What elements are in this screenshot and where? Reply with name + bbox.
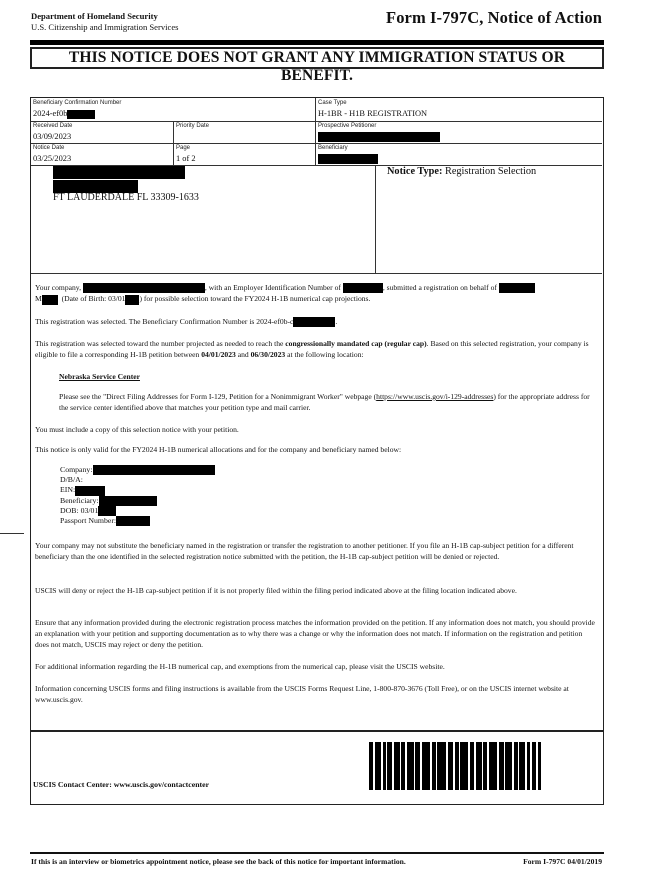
- divider: [31, 121, 602, 122]
- prospective-petitioner-value: [318, 132, 440, 142]
- redaction: [318, 154, 378, 164]
- confirmation-number-label: Beneficiary Confirmation Number: [33, 100, 122, 106]
- footer-note: If this is an interview or biometrics appointment notice, please see the back of this notice for important information.: [31, 857, 406, 866]
- address-line-1: [53, 166, 185, 179]
- beneficiary-label: Beneficiary: [318, 145, 348, 151]
- case-type-label: Case Type: [318, 100, 347, 106]
- notice-date-value: 03/25/2023: [33, 154, 72, 163]
- margin-mark: [0, 533, 24, 534]
- notice-type-label: Notice Type:: [387, 166, 443, 177]
- redaction: [125, 295, 139, 305]
- divider: [31, 273, 602, 274]
- redaction: [75, 486, 105, 496]
- footer-rule: [30, 852, 604, 854]
- form-version: Form I-797C 04/01/2019: [523, 857, 602, 866]
- detail-beneficiary: Beneficiary:: [60, 496, 215, 506]
- agency-header: [31, 11, 179, 33]
- paragraph-selected: This registration was selected. The Beneficiary Confirmation Number is 2024-ef0b-c .: [35, 317, 338, 326]
- redaction: [343, 283, 383, 293]
- received-date-label: Received Date: [33, 123, 73, 129]
- page-value: 1 of 2: [176, 154, 196, 163]
- barcode-icon: [369, 742, 553, 790]
- detail-dob: DOB: 03/01: [60, 506, 215, 516]
- redaction: [98, 506, 116, 516]
- divider: [315, 98, 316, 165]
- status-banner: THIS NOTICE DOES NOT GRANT ANY IMMIGRATION STATUS OR BENEFIT.: [30, 47, 604, 69]
- paragraph-deny-reject: USCIS will deny or reject the H-1B cap-subject petition if it is not properly filed within the filing period indicated above at the filing location indicated above.: [35, 586, 517, 595]
- redaction: [99, 496, 157, 506]
- beneficiary-value: [318, 154, 378, 164]
- address-city-line: FT LAUDERDALE FL 33309-1633: [53, 192, 199, 203]
- redaction: [318, 132, 440, 142]
- paragraph-cap: This registration was selected toward the number projected as needed to reach the congressionally mandated cap (regular cap). Based on this selected registration, your company is eligible to file a corresponding H-1B petition between 04/01/2023 and 06/30/2023 at the following location:: [35, 339, 589, 359]
- department-name: Department of Homeland Security: [31, 11, 158, 21]
- paragraph-include-copy: You must include a copy of this selection notice with your petition.: [35, 425, 239, 434]
- notice-type-value: Registration Selection: [444, 166, 537, 177]
- notice-type: [387, 166, 536, 177]
- contact-box: [30, 731, 604, 805]
- detail-dba: D/B/A:: [60, 475, 83, 485]
- paragraph-registration: Your company, , with an Employer Identification Number of , submitted a registration on behalf of M (Date of Birth: 03/01 ) for possible selection toward the FY2024 H-1B numerical cap projections.: [35, 282, 597, 305]
- redaction: [499, 283, 535, 293]
- redaction: [116, 516, 150, 526]
- paragraph-additional-info: For additional information regarding the H-1B numerical cap, and exemptions from the numerical cap, please visit the USCIS website.: [35, 662, 445, 671]
- form-title: Form I-797C, Notice of Action: [386, 8, 602, 27]
- case-type-value: H-1BR - H1B REGISTRATION: [318, 109, 428, 118]
- paragraph-filing-address: Please see the "Direct Filing Addresses for Form I-129, Petition for a Nonimmigrant Worker" webpage (https://www.uscis.gov/i-129-addresses) for the appropriate address for the service center identified above that matches your petition type and mail carrier.: [59, 392, 590, 412]
- divider: [173, 121, 174, 165]
- redaction: [83, 283, 205, 293]
- detail-passport: Passport Number:: [60, 516, 215, 526]
- page-label: Page: [176, 145, 191, 151]
- redaction: [67, 110, 95, 119]
- confirmation-number-value: 2024-ef0b: [33, 109, 95, 119]
- detail-ein: EIN:: [60, 485, 215, 495]
- paragraph-valid-for: This notice is only valid for the FY2024 H-1B numerical allocations and for the company and beneficiary named below:: [35, 445, 402, 454]
- redaction: [53, 166, 185, 179]
- received-date-value: 03/09/2023: [33, 132, 72, 141]
- notice-date-label: Notice Date: [33, 145, 65, 151]
- contact-center: USCIS Contact Center: www.uscis.gov/contactcenter: [33, 780, 210, 789]
- paragraph-forms-request: Information concerning USCIS forms and filing instructions is available from the USCIS Forms Request Line, 1-800-870-3676 (Toll Free), or on the USCIS internet website at www.uscis.gov.: [35, 684, 569, 704]
- redaction: [42, 295, 58, 305]
- paragraph-ensure-match: Ensure that any information provided during the electronic registration process matches the information provided on the petition. If any information does not match, you should provide an explanation with your petition and supporting documentation as to why there was a change or why the information does not match. If information on the registration and petition does not match, USCIS may reject or deny the petition.: [35, 618, 595, 649]
- divider: [375, 165, 376, 273]
- notice-frame: [30, 97, 604, 731]
- service-center: Nebraska Service Center: [59, 372, 140, 381]
- prospective-petitioner-label: Prospective Petitioner: [318, 123, 377, 129]
- company-beneficiary-details: [60, 465, 215, 526]
- redaction: [293, 317, 335, 327]
- agency-name: U.S. Citizenship and Immigration Services: [31, 22, 179, 32]
- paragraph-substitution: Your company may not substitute the beneficiary named in the registration or transfer the registration to another petitioner. If you file an H-1B cap-subject petition for a different beneficiary than the one identified in the selected registration notice submitted with the petition, the H-1B cap-subject petition will be denied or rejected.: [35, 541, 574, 561]
- priority-date-label: Priority Date: [176, 123, 210, 129]
- i129-addresses-link[interactable]: https://www.uscis.gov/i-129-addresses: [376, 392, 494, 401]
- divider: [31, 143, 602, 144]
- header-rule: [30, 40, 604, 45]
- detail-company: Company:: [60, 465, 215, 475]
- redaction: [93, 465, 215, 475]
